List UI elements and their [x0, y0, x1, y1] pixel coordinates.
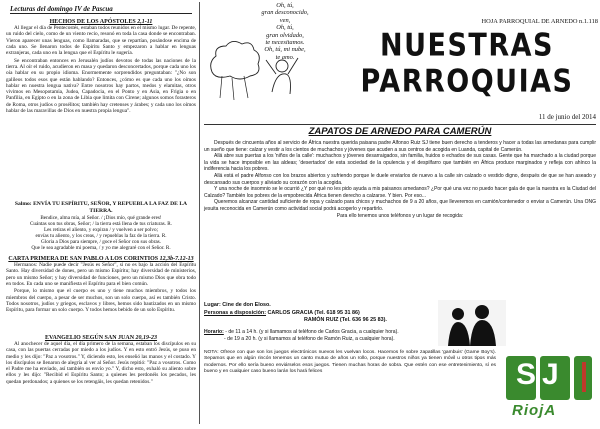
- contact-carlos: CARLOS GRACIA (Tel. 618 95 31 86): [267, 310, 360, 316]
- article-note: NOTA: Ofrece con que son los juegos electrónicos nuevos les vuelvan locos. Hacemos fe sobre zapatillas 'gambuis' (Game Boy's). Sepamos que en algún rincón tenemos un canto mutuo de años un rollo, porque nuestros niños ya tienen móvil u otros tipos más modernos. Por ello sería bueno enviárselos esos juegos. Tienen muchas horas de sobra. Que estén con ese entretenimiento, sí es bueno y en cualquier caso bueno larán los hará felices: [204, 350, 496, 374]
- article-top-rule: [204, 124, 596, 125]
- article-paragraph: Después de cincuenta años al servicio de África nuestra querida paisana padre Alfonso Ruiz SJ tiene buen derecho a tenderos y hacer a todas las arnedanas para cumplir un sueño que tiene: calzar y vestir a los cientos de muchachos y jóvenes que acuden a sus centros de acogida en Luanda, capital de Camerún.: [204, 140, 596, 153]
- gospel-paragraph: Al anochecer de aquel día, el día primero de la semana, estaban los discípulos en su casa, con las puertas cerradas por miedo a los judíos. Y en esto entró Jesús, se puso en medio y les dijo: "Paz a vosotros." Y, diciendo esto, les enseñó las manos y el costado. Y los discípulos se llenaron de alegría al ver al Señor. Jesús repitió: "Paz a vosotros. Como el Padre me ha enviado, así también os envío yo." Y, dicho esto, exhaló su aliento sobre ellos y les dijo: "Recibid el Espíritu Santo; a quienes les perdonéis los pecados, les quedan perdonados; a quienes se los retengáis, les quedan retenidos.": [6, 341, 196, 385]
- reading1-ref: 2,1-11: [137, 19, 153, 25]
- gospel-ref: 20,19-23: [135, 335, 158, 341]
- contacts-block: [204, 310, 434, 324]
- logo-caption: RiojA: [512, 402, 557, 419]
- column-divider: [199, 2, 200, 424]
- gospel-body: [6, 341, 196, 385]
- psalm-line: Cuántas son tus obras, Señor; / la tierra está llena de tus criaturas. R.: [29, 221, 173, 228]
- children-silhouette-icon: [438, 300, 506, 346]
- article-paragraph: Para ello tenemos unos teléfonos y un lugar de recogida:: [336, 212, 464, 219]
- schedule-label: Horario:: [204, 329, 224, 335]
- issue-date: 11 de junio del 2014: [538, 113, 596, 121]
- schedule-evening: - de 19 a 20 h. (y si llamamos al teléfono de Ramón Ruiz, a cualquier hora).: [224, 335, 395, 342]
- speech-line: Oh, tú,: [276, 2, 294, 9]
- psalm-section: [6, 201, 196, 252]
- article-paragraph: Allá está el padre Alfonso con los brazos abiertos y sufriendo porque le duele enviarlos de nuevo a la calle sin calzado o vestido digno, después de que se han aseado y descansado sus cuerpos y aliviado su corazón con la acogida.: [204, 172, 596, 186]
- contact-ramon: RAMÓN RUIZ (Tel. 636 96 25 83).: [304, 317, 387, 323]
- psalm-line: envías tu aliento, y los creas, / y repueblas la faz de la tierra. R.: [35, 233, 167, 240]
- psalm-line: Gloria a Dios para siempre, / goce el Señor con sus obras.: [41, 239, 161, 246]
- gospel-section: [6, 335, 196, 386]
- reading2-ref: 12,3b-7.12-13: [159, 256, 194, 262]
- contacts-label: Personas a disposición:: [204, 310, 267, 316]
- masthead-title-2: PARROQUIAS: [360, 63, 574, 100]
- readings-header: Lecturas del domingo IV de Pascua: [10, 5, 192, 14]
- schedule-morning: - de 11 a 14 h. (y si llamamos al teléfono de Carlos Gracia, a cualquier hora).: [225, 329, 399, 335]
- sj-rioja-logo: [502, 352, 596, 424]
- reading2-paragraph: Porque, lo mismo que el cuerpo es uno y tiene muchos miembros, y todos los miembros del cuerpo, a pesar de ser muchos, son un solo cuerpo, así es también Cristo. Todos nosotros, judíos y griegos, esclavos y libres, hemos sido bautizados en un mismo Espíritu, para formar un solo cuerpo. Y todos hemos bebido de un solo Espíritu.: [6, 288, 196, 314]
- children-photo: [438, 300, 506, 346]
- reading2-body: [6, 262, 196, 314]
- reading1-paragraph: Se encontraban entonces en Jerusalén judíos devotos de todas las naciones de la tierra. Al oír el ruido, acudieron en masa y quedaron desconcertados, porque cada uno los oía hablar en su propio idioma. Enormemente sorprendidos preguntaban: "¿No son galileos todos esos que están hablando? Entonces, ¿cómo es que cada uno los oímos hablar en nuestra lengua nativa? Entre nosotros hay partos, medos y elamitas, otros vivimos en Mesopotamia, Judea, Capadocia, en el Ponto y en Asia, en Frigia o en Panfilia, en Egipto o en la zona de Libia que limita con Cirene; algunos somos forasteros de Roma, otros judíos o prosélitos; también hay cretenses y árabes; y cada uno los oímos hablar de las maravillas de Dios en nuestra propia lengua".: [6, 57, 196, 115]
- article-paragraph: Queremos alcanzar cantidad suficiente de ropa y calzado para chicos y muchachos de 9 a 20 años, que lleveremos en camión/contenedor o enviar a Camerún. Una ONG jesuita reconocida en Camerún como actividad social podrá acogerlo y repartirlo.: [204, 199, 596, 212]
- article-body: [204, 140, 596, 219]
- article-title: ZAPATOS DE ARNEDO PARA CAMERÚN: [308, 126, 492, 137]
- cartoon: [202, 2, 332, 102]
- reading2-title-text: CARTA PRIMERA DE SAN PABLO A LOS CORINTIOS: [8, 256, 159, 262]
- reading1-body: [6, 25, 196, 114]
- psalm-line: Bendice, alma mía, al Señor. / ¡Dios mío, qué grande eres!: [40, 215, 162, 221]
- collection-place: Lugar: Cine de don Eloso.: [204, 302, 271, 308]
- article-paragraph: Allá abre sus puertas a los 'niños de la calle': muchachos y jóvenes desarraigados, sin familia, huidos o echados de sus casas. Gente que ha marchado a la ciudad porque la vida se hace imposible en las aldeas; 'desertados' de esta sociedad de la opulencia y el despilfarro que también en África produce marginados y refleja con ahínco la indiferencia hacia los pobres.: [204, 153, 596, 173]
- psalm-body: [6, 215, 196, 252]
- parish-label: HOJA PARROQUIAL DE ARNEDO n.1.118: [481, 18, 598, 25]
- gospel-title-text: EVANGELIO SEGÚN SAN JUAN: [44, 335, 135, 341]
- speech-line: gran desconocido,: [261, 9, 309, 17]
- article-paragraph: Y una noche de insomnio se le ocurrió ¿Y por qué no les pido ayuda a mis paisanos arnedanos? ¿Por qué una vez no puedo hacer gala de que la nuestra es la Ciudad del Calzado? También los pobres de la empobrecida África tienen derecho a calzarse. Y bien. Por eso...: [204, 186, 596, 199]
- psalm-title: Salmo: ENVÍA TU ESPÍRITU, SEÑOR, Y REPUEBLA LA FAZ DE LA TIERRA.: [14, 201, 188, 214]
- psalm-line: Les retiras el aliento, y expiran / y vuelven a ser polvo;: [43, 227, 159, 234]
- reading1-title-text: HECHOS DE LOS APÓSTOLES: [49, 19, 136, 25]
- reading1-section: [6, 19, 196, 116]
- reading1-paragraph: Al llegar el día de Pentecostés, estaban todos reunidos en el mismo lugar. De repente, un ruido del cielo, como de un viento recio, resonó en toda la casa donde se encontraban. Vieron aparecer unas lenguas, como llamaradas, que se repartían, posándose encima de cada uno. Se llenaron todos de Espíritu Santo y empezaron a hablar en lenguas extranjeras, cada uno en la lengua que el Espíritu le sugería.: [6, 25, 196, 57]
- speech-line: te amo.: [275, 53, 295, 61]
- masthead-title-1: NUESTRAS: [380, 27, 554, 64]
- speech-line: Oh, tú,: [276, 24, 294, 32]
- speech-line: te necesitamos.: [265, 39, 305, 47]
- psalm-line: Que le sea agradable mi poema, / y yo me alegraré con el Señor. R.: [31, 245, 171, 252]
- schedule-block: [204, 329, 434, 342]
- reading2-paragraph: Hermanos: Nadie puede decir "Jesús es Señor", si no es bajo la acción del Espíritu Santo. Hay diversidad de dones, pero un mismo Espíritu; hay diversidad de ministerios, pero un mismo Señor; y hay diversidad de funciones, pero un mismo Dios que obra todo en todos. En cada uno se manifiesta el Espíritu para el bien común.: [6, 262, 196, 287]
- reading2-section: [6, 256, 196, 315]
- logo-letters: SJ: [516, 358, 565, 391]
- speech-line: gran olvidado,: [266, 31, 304, 39]
- speech-line: ven,: [279, 16, 291, 24]
- left-column: [6, 2, 196, 427]
- speech-line: Oh, tú, mi nube,: [264, 46, 306, 54]
- cartoon-speech: [242, 2, 328, 61]
